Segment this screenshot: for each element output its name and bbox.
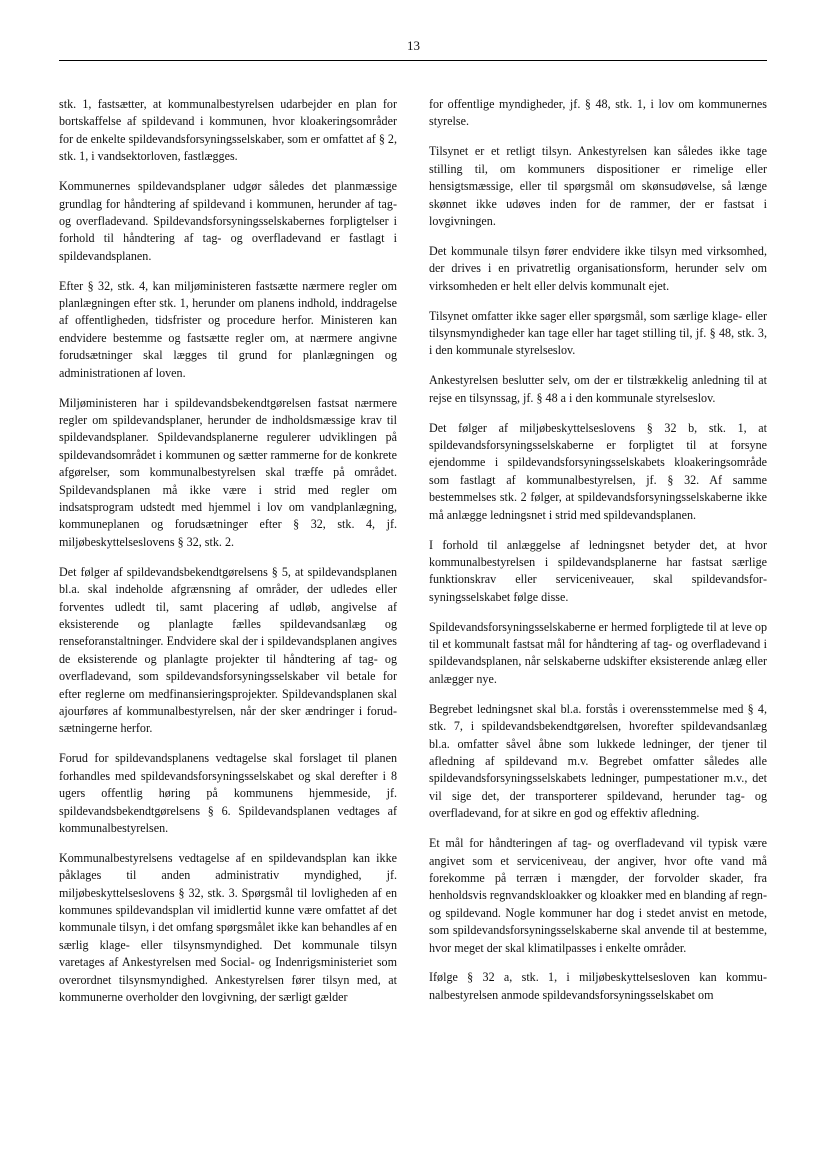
paragraph: stk. 1, fastsætter, at kommunalbestyrelsen udarbejder en plan for bortskaffelse af spildevand i kommunen, hvor kloakeringsområder for de enkelte spildevandsforsyningsselskaber, som er omfattet af § 2, stk. 1, i vandsektorloven, fastlægges. [59, 97, 397, 164]
right-column [429, 96, 767, 1017]
paragraph: for offentlige myndigheder, jf. § 48, stk. 1, i lov om kommunernes styrelse. [429, 97, 767, 129]
paragraph: Det følger af miljøbeskyttelseslovens § 32 b, stk. 1, at spildevandsforsyningsselskaberne er forpligtet til at forsyne ejendomme i spildevandsforsyningsselskabets kloakeringsområde som fastlagt af kommunalbestyrelsen, jf. § 32. Af samme bestemmelses stk. 2 følger, at spildevandsforsyningsselskaberne ikke må anlægge ledningsnet i strid med spildevandsplanen. [429, 420, 767, 522]
paragraph: Ankestyrelsen beslutter selv, om der er tilstrækkelig anledning til at rejse en tilsynssag, jf. § 48 a i den kommunale styrelseslov. [429, 373, 767, 405]
header-rule [59, 60, 767, 61]
paragraph: Et mål for håndteringen af tag- og overfladevand vil typisk være angivet som et serviceniveau, der angiver, hvor ofte vand må forekomme på terræn i mængder, der forvolder skader, fra henholdsvis regnvandskloakker og kloakker med en blanding af regn- og spildevand. Nogle kommuner har dog i stedet anvist en metode, som spildevandsforsyningsselskaberne skal anvende til at bestemme, hvor meget der skal klimatilpasses i enkelte områder. [429, 836, 767, 955]
paragraph: Forud for spildevandsplanens vedtagelse skal forslaget til planen forhandles med spildevandsforsyningsselskabet og skal derefter i 8 ugers offentlig høring på kommunens hjemmeside, jf. spildevandsbekendtgørelsens § 6. Spildevandsplanen vedtages af kommunalbestyrelsen. [59, 751, 397, 835]
paragraph: Efter § 32, stk. 4, kan miljøministeren fastsætte nærmere regler om planlægningen efter stk. 1, herunder om planens indhold, inddragelse af offentligheden, tidsfrister og procedure herfor. Ministeren kan endvidere bestemme og fastsætte regler om, at nærmere angivne forudsætninger skal lægges til grund for planlægningen og administrationen af loven. [59, 278, 397, 380]
paragraph: Spildevandsforsyningsselskaberne er hermed forpligtede til at leve op til et kommunalt fastsat mål for håndtering af tag- og overfladevand i spildevandsplanen, når selskaberne udskifter eksisterende anlæg eller anlægger nye. [429, 619, 767, 686]
paragraph: I forhold til anlæggelse af ledningsnet betyder det, at hvor kommunalbestyrelsen i spildevandsplanerne har fastsat særlige funktionskrav eller serviceniveauer, skal spildevandsforsyningsselskabet følge disse. [429, 537, 767, 604]
paragraph: Det følger af spildevandsbekendtgørelsens § 5, at spildevandsplanen bl.a. skal indeholde afgrænsning af områder, der udledes eller forventes udledt til, samt placering af udløb, angivelse af eksisterende og planlagte fælles spildevandsanlæg og renseforanstaltninger. Endvidere skal der i spildevandsplanen angives de eksisterende og planlagte projekter til håndtering af tag- og overfladevand, som spildevandsforsyningsselskaber vil betale for efter reglerne om medfinansieringsprojekter. Spildevandsplanen skal ajourføres af kommunalbestyrelsen, når der sker ændringer i forudsætningerne herfor. [59, 564, 397, 736]
paragraph: Begrebet ledningsnet skal bl.a. forstås i overensstemmelse med § 4, stk. 7, i spildevandsbekendtgørelsen, hvorefter spildevandsanlæg bl.a. omfatter såvel åbne som lukkede ledninger, der tjener til afledning af spildevand m.v. Begrebet omfatter således alle spildevandsforsyningsselskabets ledninger, pumpestationer m.v., det vil sige det, der transporterer spildevand, herunder tag- og overfladevand, for at sikre en god og effektiv afledning. [429, 701, 767, 821]
page-number: 13 [407, 38, 420, 53]
left-column [59, 96, 397, 1019]
paragraph: Kommunernes spildevandsplaner udgør således det planmæssige grundlag for håndtering af spildevand i kommunen, herunder af tag- og overfladevand. Spildevandsforsyningsselskabernes forpligtelser i forhold til håndtering af tag- og overfladevand er fastlagt i spildevandsplanen. [59, 179, 397, 263]
paragraph: Kommunalbestyrelsens vedtagelse af en spildevandsplan kan ikke påklages til anden administrativ myndighed, jf. miljøbeskyttelseslovens § 32, stk. 3. Spørgsmål til lovligheden af en kommunes spildevandsplan vil imidlertid kunne være omfattet af det kommunale tilsyn, i det omfang spørgsmålet ikke kan behandles af en særlig klage- eller tilsynsmyndighed. Det kommunale tilsyn varetages af Ankestyrelsen med Social- og Indenrigsministeriet som overordnet tilsynsmyndighed. Ankestyrelsen fører tilsyn med, at kommunerne overholder den lovgivning, der særligt gælder [59, 850, 397, 1005]
paragraph: Tilsynet er et retligt tilsyn. Ankestyrelsen kan således ikke tage stilling til, om kommuners dispositioner er rimelige eller hensigtsmæssige, eller til spørgsmål om skønsudøvelse, så længe skønnet ikke udøves inden for de rammer, der er fastsat i lovgivningen. [429, 144, 767, 228]
paragraph: Ifølge § 32 a, stk. 1, i miljøbeskyttelsesloven kan kommunalbestyrelsen anmode spildevandsforsyningsselskabet om [429, 970, 767, 1002]
paragraph: Det kommunale tilsyn fører endvidere ikke tilsyn med virksomhed, der drives i en privatretlig organisationsform, herunder selv om virksomheden er helt eller delvis kommunalt ejet. [429, 243, 767, 293]
paragraph: Miljøministeren har i spildevandsbekendtgørelsen fastsat nærmere regler om spildevandsplaner, herunder de indholdsmæssige krav til spildevandsplaner. Spildevandsplanerne regulerer udviklingen på spildevandsområdet i kommunen og sætter rammerne for de konkrete afgørelser, som kommunalbestyrelsen skal træffe på området. Spildevandsplanen må ikke være i strid med regler om indsatsprogram udstedt med hjemmel i lov om vandplanlægning, kommuneplanen og forudsætninger efter § 32, stk. 4, jf. miljøbeskyttelseslovens § 32, stk. 2. [59, 395, 397, 549]
paragraph: Tilsynet omfatter ikke sager eller spørgsmål, som særlige klage- eller tilsynsmyndigheder kan tage eller har taget stilling til, jf. § 48, stk. 3, i den kommunale styrelseslov. [429, 308, 767, 358]
